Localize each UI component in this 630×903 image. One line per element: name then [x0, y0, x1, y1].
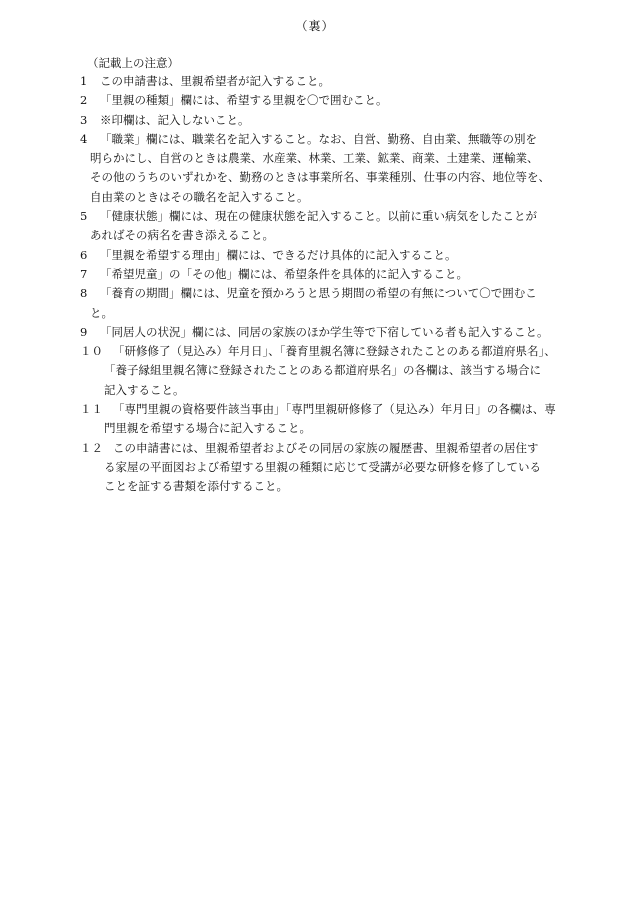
- notes-list: [80, 72, 556, 497]
- note-text-line: 「養育の期間」欄には、児童を預かろうと思う期間の希望の有無について〇で囲むこ: [100, 286, 537, 301]
- note-text-line: 「職業」欄には、職業名を記入すること。なお、自営、勤務、自由業、無職等の別を: [100, 131, 537, 146]
- note-number: 9: [80, 324, 88, 339]
- note-text-line: この申請書は、里親希望者が記入すること。: [100, 74, 330, 88]
- note-text-line: 「里親を希望する理由」欄には、できるだけ具体的に記入すること。: [100, 247, 457, 262]
- note-number: １２: [80, 440, 103, 455]
- note-text-line: ※印欄は、記入しないこと。: [100, 112, 250, 127]
- note-text-line: 「研修修了（見込み）年月日」、「養育里親名簿に登録されたことのある都道府県名」、: [113, 344, 556, 359]
- note-text-line: 「専門里親の資格要件該当事由」「専門里親研修修了（見込み）年月日」の各欄は、専: [113, 402, 556, 417]
- page-header: （裏）: [295, 19, 335, 33]
- note-text-line: 自由業のときはその職名を記入すること。: [90, 189, 309, 204]
- note-item: [80, 111, 550, 130]
- note-text-line: この申請書には、里親希望者およびその同居の家族の履歴書、里親希望者の居住す: [113, 440, 539, 455]
- note-item: [80, 91, 550, 110]
- note-item: [80, 207, 550, 246]
- note-item: [80, 246, 550, 265]
- note-text-line: ことを証する書類を添付すること。: [104, 479, 288, 494]
- note-text-line: 「里親の種類」欄には、希望する里親を〇で囲むこと。: [100, 93, 388, 108]
- note-item: [80, 439, 550, 497]
- note-number: 6: [80, 247, 88, 262]
- note-item: [80, 72, 550, 91]
- note-number: 2: [80, 93, 88, 108]
- note-text-line: 「養子縁組里親名簿に登録されたことのある都道府県名」の各欄は、該当する場合に: [104, 363, 541, 378]
- note-text-line: 門里親を希望する場合に記入すること。: [104, 421, 311, 436]
- note-item: [80, 130, 550, 207]
- note-number: 1: [80, 74, 88, 88]
- note-number: 8: [80, 286, 88, 301]
- notes-section-title: （記載上の注意）: [87, 56, 179, 70]
- note-text-line: 「健康状態」欄には、現在の健康状態を記入すること。以前に重い病気をしたことが: [100, 209, 537, 224]
- note-item: [80, 342, 556, 400]
- note-item: [80, 284, 550, 323]
- note-text-line: 「同居人の状況」欄には、同居の家族のほか学生等で下宿している者も記入すること。: [100, 324, 549, 339]
- note-item: [80, 265, 550, 284]
- note-number: 4: [80, 131, 88, 146]
- note-text-line: 記入すること。: [104, 382, 185, 397]
- note-item: [80, 400, 556, 439]
- note-number: １１: [80, 402, 103, 417]
- note-text-line: る家屋の平面図および希望する里親の種類に応じて受講が必要な研修を修了している: [104, 459, 541, 474]
- note-number: 5: [80, 209, 88, 224]
- note-text-line: 「希望児童」の「その他」欄には、希望条件を具体的に記入すること。: [100, 266, 468, 281]
- note-number: 7: [80, 266, 88, 281]
- note-text-line: と。: [90, 305, 113, 320]
- note-text-line: あればその病名を書き添えること。: [90, 228, 274, 243]
- note-number: 3: [80, 112, 88, 127]
- note-text-line: 明らかにし、自営のときは農業、水産業、林業、工業、鉱業、商業、土建業、運輸業、: [90, 151, 539, 166]
- note-text-line: その他のうちのいずれかを、勤務のときは事業所名、事業種別、仕事の内容、地位等を、: [90, 170, 550, 185]
- note-number: １０: [80, 344, 103, 359]
- note-item: [80, 323, 550, 342]
